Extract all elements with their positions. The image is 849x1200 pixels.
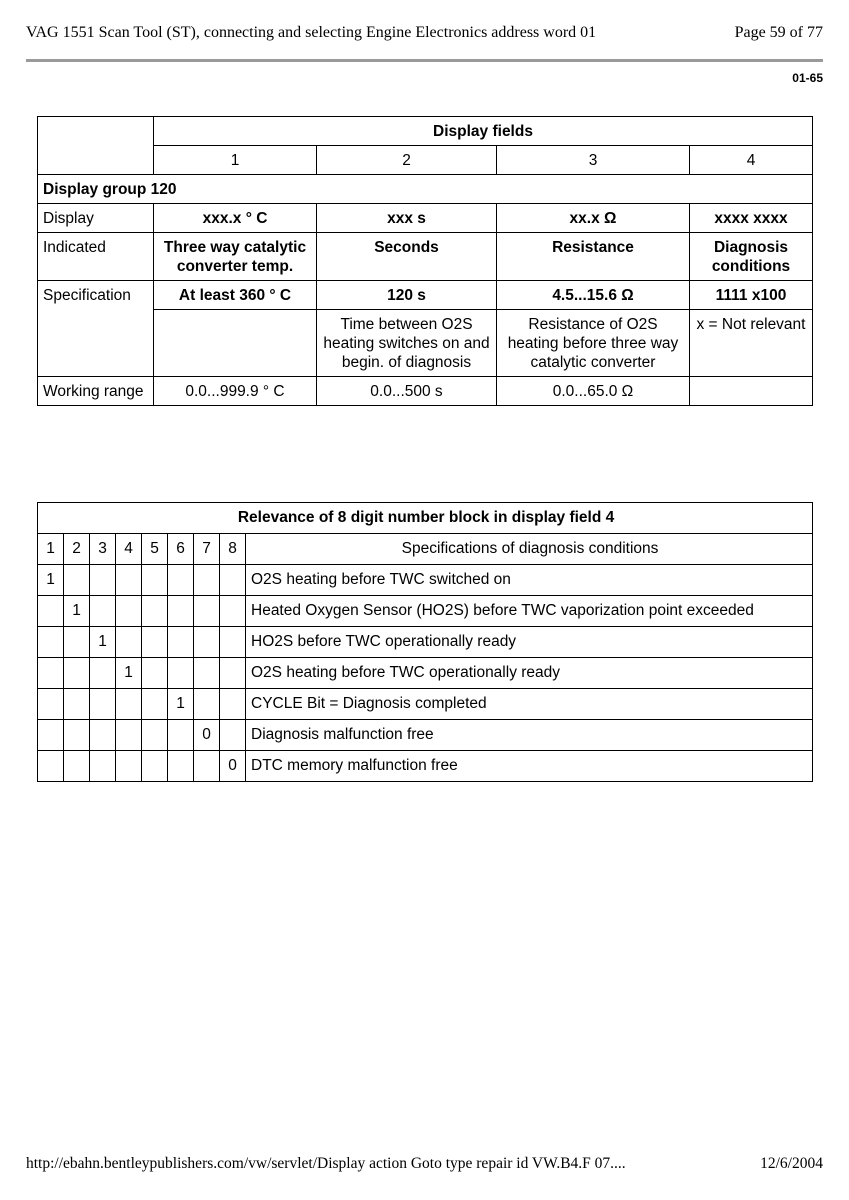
specification-cell: At least 360 ° C — [154, 281, 317, 310]
relevance-table — [37, 502, 813, 782]
digit-cell: 1 — [64, 596, 90, 627]
digit-cell — [64, 720, 90, 751]
digit-cell — [116, 751, 142, 782]
digit-cell — [38, 720, 64, 751]
footer-date: 12/6/2004 — [760, 1155, 823, 1172]
spec-header: Specifications of diagnosis conditions — [246, 534, 813, 565]
digit-cell — [38, 596, 64, 627]
digit-cell — [116, 627, 142, 658]
digit-cell — [220, 658, 246, 689]
digit-cell — [38, 627, 64, 658]
digit-cell — [90, 658, 116, 689]
digit-cell — [90, 720, 116, 751]
digit-cell — [168, 751, 194, 782]
digit-cell — [64, 627, 90, 658]
digit-cell — [194, 565, 220, 596]
specification-cell: 120 s — [317, 281, 497, 310]
digit-cell — [220, 565, 246, 596]
display-group-table — [37, 116, 813, 406]
digit-cell — [194, 658, 220, 689]
digit-header: 5 — [142, 534, 168, 565]
digit-header: 4 — [116, 534, 142, 565]
row-label-display: Display — [38, 204, 154, 233]
section-code: 01-65 — [792, 71, 823, 85]
row-label-specification: Specification — [38, 281, 154, 377]
indicated-cell: Diagnosis conditions — [690, 233, 813, 281]
note-cell: x = Not relevant — [690, 310, 813, 377]
note-cell: Resistance of O2S heating before three way catalytic converter — [497, 310, 690, 377]
digit-cell — [220, 689, 246, 720]
condition-text: O2S heating before TWC operationally ready — [246, 658, 813, 689]
condition-text: HO2S before TWC operationally ready — [246, 627, 813, 658]
indicated-cell: Seconds — [317, 233, 497, 281]
digit-cell — [168, 627, 194, 658]
digit-cell — [64, 751, 90, 782]
table-row — [38, 565, 813, 596]
note-cell: Time between O2S heating switches on and begin. of diagnosis — [317, 310, 497, 377]
digit-cell — [142, 720, 168, 751]
digit-cell: 1 — [168, 689, 194, 720]
digit-cell — [38, 751, 64, 782]
table-row — [38, 117, 813, 146]
display-cell: xx.x Ω — [497, 204, 690, 233]
indicated-cell: Resistance — [497, 233, 690, 281]
display-cell: xxx s — [317, 204, 497, 233]
table-row — [38, 627, 813, 658]
digit-cell — [142, 565, 168, 596]
table-row — [38, 658, 813, 689]
field-number: 3 — [497, 146, 690, 175]
indicated-cell: Three way catalytic converter temp. — [154, 233, 317, 281]
digit-header: 3 — [90, 534, 116, 565]
field-number: 1 — [154, 146, 317, 175]
page-number: Page 59 of 77 — [734, 24, 823, 41]
page-header-title: VAG 1551 Scan Tool (ST), connecting and selecting Engine Electronics address word 01 — [26, 24, 597, 41]
digit-cell: 1 — [116, 658, 142, 689]
digit-cell — [142, 658, 168, 689]
digit-cell — [142, 627, 168, 658]
working-range-cell: 0.0...65.0 Ω — [497, 377, 690, 406]
field-number: 4 — [690, 146, 813, 175]
table-row — [38, 233, 813, 281]
relevance-title: Relevance of 8 digit number block in display field 4 — [38, 503, 813, 534]
working-range-cell: 0.0...999.9 ° C — [154, 377, 317, 406]
digit-cell — [90, 596, 116, 627]
digit-cell — [90, 565, 116, 596]
digit-cell — [194, 751, 220, 782]
digit-cell — [90, 689, 116, 720]
condition-text: DTC memory malfunction free — [246, 751, 813, 782]
table-row — [38, 689, 813, 720]
digit-cell — [116, 596, 142, 627]
row-label-indicated: Indicated — [38, 233, 154, 281]
digit-cell: 0 — [220, 751, 246, 782]
digit-cell — [194, 596, 220, 627]
display-group-label: Display group 120 — [38, 175, 813, 204]
digit-cell — [116, 720, 142, 751]
condition-text: Diagnosis malfunction free — [246, 720, 813, 751]
condition-text: O2S heating before TWC switched on — [246, 565, 813, 596]
digit-cell — [142, 689, 168, 720]
condition-text: Heated Oxygen Sensor (HO2S) before TWC vaporization point exceeded — [246, 596, 813, 627]
digit-cell — [38, 689, 64, 720]
digit-cell — [168, 596, 194, 627]
digit-header: 2 — [64, 534, 90, 565]
digit-cell — [194, 689, 220, 720]
digit-cell — [194, 627, 220, 658]
table-row — [38, 720, 813, 751]
digit-cell — [220, 627, 246, 658]
digit-cell — [168, 565, 194, 596]
digit-cell — [220, 596, 246, 627]
specification-cell: 1111 x100 — [690, 281, 813, 310]
table-row — [38, 310, 813, 377]
digit-header-row — [38, 534, 813, 565]
specification-cell: 4.5...15.6 Ω — [497, 281, 690, 310]
digit-header: 8 — [220, 534, 246, 565]
digit-header: 6 — [168, 534, 194, 565]
note-cell — [154, 310, 317, 377]
display-cell: xxxx xxxx — [690, 204, 813, 233]
working-range-cell: 0.0...500 s — [317, 377, 497, 406]
digit-cell — [64, 689, 90, 720]
digit-cell: 0 — [194, 720, 220, 751]
table-row — [38, 751, 813, 782]
digit-cell — [64, 658, 90, 689]
digit-cell — [116, 565, 142, 596]
table-row — [38, 204, 813, 233]
header-divider — [26, 59, 823, 62]
digit-cell — [168, 720, 194, 751]
working-range-cell — [690, 377, 813, 406]
digit-header: 7 — [194, 534, 220, 565]
table-row — [38, 281, 813, 310]
row-label-working-range: Working range — [38, 377, 154, 406]
corner-cell — [38, 117, 154, 175]
digit-cell — [142, 751, 168, 782]
table-row — [38, 146, 813, 175]
digit-cell — [116, 689, 142, 720]
display-cell: xxx.x ° C — [154, 204, 317, 233]
digit-cell — [38, 658, 64, 689]
table-row — [38, 377, 813, 406]
display-fields-header: Display fields — [154, 117, 813, 146]
digit-cell — [90, 751, 116, 782]
table-row — [38, 596, 813, 627]
footer-url: http://ebahn.bentleypublishers.com/vw/servlet/Display action Goto type repair id VW.B4.F 07.... — [26, 1155, 626, 1172]
digit-header: 1 — [38, 534, 64, 565]
digit-cell — [168, 658, 194, 689]
field-number: 2 — [317, 146, 497, 175]
relevance-rows — [38, 565, 813, 782]
condition-text: CYCLE Bit = Diagnosis completed — [246, 689, 813, 720]
digit-cell — [220, 720, 246, 751]
table-row — [38, 175, 813, 204]
digit-cell — [64, 565, 90, 596]
table-row — [38, 503, 813, 534]
digit-cell — [142, 596, 168, 627]
digit-cell: 1 — [90, 627, 116, 658]
digit-cell: 1 — [38, 565, 64, 596]
